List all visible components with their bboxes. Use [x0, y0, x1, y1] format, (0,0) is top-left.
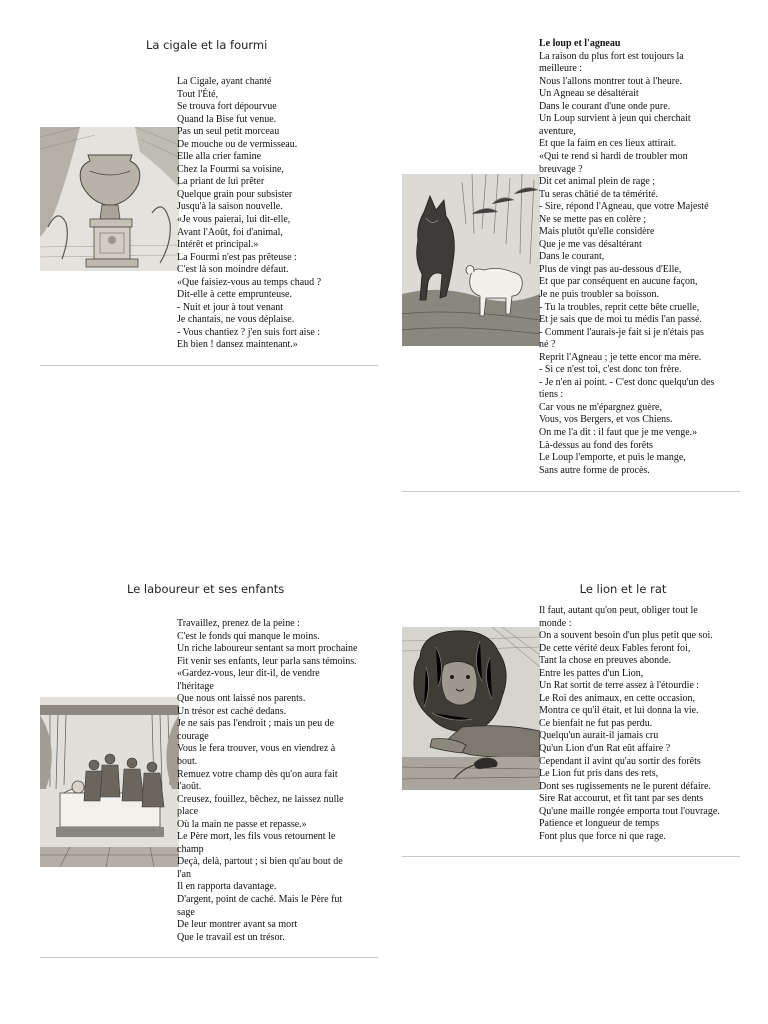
- verse-line: Sire Rat accourut, et fit tant par ses dents: [539, 793, 704, 805]
- verse-line: Le Roi des animaux, en cette occasion,: [539, 692, 696, 704]
- verse-line: «Qui te rend si hardi de troubler mon: [539, 150, 688, 162]
- verse-line: Et je sais que de moi tu médis l'an passé.: [539, 314, 702, 326]
- fable-text-cigale: [177, 76, 377, 352]
- divider: [40, 957, 378, 958]
- verse-line: Creusez, fouillez, bêchez, ne laissez nulle: [177, 793, 344, 805]
- verse-line: Il en rapporta davantage.: [177, 881, 277, 893]
- verse-line: Tout l'Été,: [177, 88, 219, 100]
- verse-line: aventure,: [539, 125, 576, 137]
- fable-title-lion: Le lion et le rat: [579, 582, 667, 596]
- verse-line: Il faut, autant qu'on peut, obliger tout le: [539, 605, 698, 616]
- fable-title-cigale: La cigale et la fourmi: [146, 38, 268, 52]
- verse-line: C'est là son moindre défaut.: [177, 264, 289, 276]
- verse-line: Entre les pattes d'un Lion,: [539, 667, 644, 679]
- verse-line: courage: [177, 730, 209, 742]
- verse-line: Où la main ne passe et repasse.»: [177, 818, 307, 830]
- verse-line: Montra ce qu'il était, et lui donna la vie.: [539, 705, 699, 717]
- verse-line: De mouche ou de vermisseau.: [177, 138, 298, 150]
- verse-line: breuvage ?: [539, 163, 583, 175]
- verse-line: Quelque grain pour subsister: [177, 188, 293, 200]
- verse-line: champ: [177, 843, 204, 855]
- deathbed-scene-engraving-icon: [40, 697, 179, 867]
- garden-urn-engraving-icon: [40, 127, 179, 271]
- verse-line: Un Rat sortit de terre assez à l'étourdie :: [539, 680, 700, 692]
- verse-line: - Comment l'aurais-je fait si je n'étais pas: [539, 326, 704, 338]
- verse-line: l'an: [177, 868, 192, 880]
- verse-line: De cette vérité deux Fables feront foi,: [539, 642, 691, 654]
- verse-line: Deçà, delà, partout ; si bien qu'au bout de: [177, 856, 343, 868]
- verse-line: Chez la Fourmi sa voisine,: [177, 163, 284, 175]
- verse-line: Avant l'Août, foi d'animal,: [177, 226, 283, 238]
- verse-line: La raison du plus fort est toujours la: [539, 50, 684, 62]
- verse-line: D'argent, point de caché. Mais le Père fut: [177, 894, 343, 906]
- verse-line: Un riche laboureur sentant sa mort prochaine: [177, 643, 358, 655]
- verse-line: monde :: [539, 617, 572, 629]
- verse-line: Tant la chose en preuves abonde.: [539, 655, 672, 667]
- fable-title-loup: Le loup et l'agneau: [539, 38, 621, 49]
- verse-line: Dans le courant d'une onde pure.: [539, 100, 671, 112]
- verse-line: Fit venir ses enfants, leur parla sans témoins.: [177, 655, 357, 667]
- verse-line: Intérêt et principal.»: [177, 239, 259, 251]
- verse-line: Que nous ont laissé nos parents.: [177, 693, 306, 705]
- verse-line: Car vous ne m'épargnez guère,: [539, 401, 662, 413]
- verse-line: Et que par conséquent en aucune façon,: [539, 276, 698, 288]
- verse-line: Je ne puis troubler sa boisson.: [539, 288, 659, 300]
- verse-line: Ne se mette pas en colère ;: [539, 213, 647, 225]
- verse-line: C'est le fonds qui manque le moins.: [177, 630, 320, 642]
- verse-line: Je chantais, ne vous déplaise.: [177, 314, 295, 326]
- verse-line: Quelqu'un aurait-il jamais cru: [539, 730, 659, 742]
- verse-line: Pas un seul petit morceau: [177, 126, 280, 138]
- verse-line: Dit-elle à cette emprunteuse.: [177, 289, 292, 301]
- verse-line: Qu'une maille rongée emporta tout l'ouvrage.: [539, 805, 720, 817]
- verse-line: Reprit l'Agneau ; je tette encor ma mère.: [539, 351, 702, 363]
- verse-line: Se trouva fort dépourvue: [177, 101, 277, 113]
- fable-text-lion: [539, 605, 749, 843]
- divider: [402, 491, 740, 492]
- verse-line: On a souvent besoin d'un plus petit que soi.: [539, 630, 713, 642]
- verse-line: Dont ses rugissements ne le purent défaire.: [539, 780, 711, 792]
- verse-line: La priant de lui prêter: [177, 176, 265, 188]
- verse-line: - Je n'en ai point. - C'est donc quelqu'un des: [539, 376, 715, 388]
- verse-line: tiens :: [539, 389, 564, 401]
- verse-line: né ?: [539, 339, 556, 351]
- verse-line: «Gardez-vous, leur dit-il, de vendre: [177, 668, 320, 680]
- verse-line: Elle alla crier famine: [177, 151, 262, 163]
- verse-line: Que je me vas désaltérant: [539, 238, 642, 250]
- verse-line: place: [177, 806, 199, 818]
- verse-line: Ce bienfait ne fut pas perdu.: [539, 717, 653, 729]
- verse-line: Font plus que force ni que rage.: [539, 830, 666, 842]
- verse-line: Sans autre forme de procès.: [539, 464, 650, 476]
- verse-line: meilleure :: [539, 63, 583, 75]
- verse-line: Quand la Bise fut venue.: [177, 113, 277, 125]
- verse-line: Je ne sais pas l'endroit ; mais un peu de: [177, 718, 335, 730]
- verse-line: Travaillez, prenez de la peine :: [177, 618, 300, 629]
- verse-line: Le Père mort, les fils vous retournent le: [177, 831, 336, 843]
- verse-line: «Je vous paierai, lui dit-elle,: [177, 214, 291, 226]
- verse-line: Là-dessus au fond des forêts: [539, 439, 653, 451]
- divider: [402, 856, 740, 857]
- verse-line: Tu seras châtié de ta témérité.: [539, 188, 659, 200]
- verse-line: Un trésor est caché dedans.: [177, 705, 287, 717]
- verse-line: - Sire, répond l'Agneau, que votre Majesté: [539, 201, 709, 213]
- verse-line: Un Loup survient à jeun qui cherchait: [539, 113, 691, 125]
- verse-line: «Que faisiez-vous au temps chaud ?: [177, 276, 322, 288]
- verse-line: Mais plutôt qu'elle considère: [539, 226, 655, 238]
- verse-line: La Cigale, ayant chanté: [177, 76, 272, 87]
- wolf-and-lamb-engraving-icon: [402, 174, 540, 346]
- verse-line: - Tu la troubles, reprit cette bête cruelle,: [539, 301, 700, 313]
- fable-text-laboureur: [177, 618, 377, 944]
- verse-line: Eh bien ! dansez maintenant.»: [177, 339, 298, 351]
- verse-line: bout.: [177, 756, 198, 768]
- verse-line: De leur montrer avant sa mort: [177, 919, 298, 931]
- verse-line: La Fourmi n'est pas prêteuse :: [177, 251, 297, 263]
- verse-line: sage: [177, 906, 195, 918]
- divider: [40, 365, 378, 366]
- verse-line: Jusqu'à la saison nouvelle.: [177, 201, 283, 213]
- verse-line: Le Loup l'emporte, et puis le mange,: [539, 452, 686, 464]
- verse-line: Que le travail est un trésor.: [177, 931, 285, 943]
- verse-line: Vous le fera trouver, vous en viendrez à: [177, 743, 336, 755]
- verse-line: Qu'un Lion d'un Rat eût affaire ?: [539, 743, 671, 755]
- verse-line: Dans le courant,: [539, 251, 605, 263]
- verse-line: - Si ce n'est toi, c'est donc ton frère.: [539, 364, 682, 376]
- verse-line: Vous, vos Bergers, et vos Chiens.: [539, 414, 673, 426]
- verse-line: - Nuit et jour à tout venant: [177, 301, 284, 313]
- verse-line: Nous l'allons montrer tout à l'heure.: [539, 75, 683, 87]
- verse-line: Et que la faim en ces lieux attirait.: [539, 138, 677, 150]
- lion-and-rat-engraving-icon: [402, 627, 540, 790]
- fable-title-laboureur: Le laboureur et ses enfants: [127, 582, 285, 596]
- verse-line: Dit cet animal plein de rage ;: [539, 176, 656, 188]
- verse-line: Plus de vingt pas au-dessous d'Elle,: [539, 263, 682, 275]
- verse-line: l'héritage: [177, 680, 214, 692]
- verse-line: Un Agneau se désaltérait: [539, 88, 639, 100]
- verse-line: l'août.: [177, 781, 202, 793]
- verse-line: Cependant il avint qu'au sortir des forêts: [539, 755, 701, 767]
- verse-line: Patience et longueur de temps: [539, 818, 659, 830]
- verse-line: - Vous chantiez ? j'en suis fort aise :: [177, 326, 321, 338]
- verse-line: On me l'a dit : il faut que je me venge.»: [539, 427, 698, 438]
- verse-line: Le Lion fut pris dans des rets,: [539, 768, 659, 780]
- fable-text-loup: [539, 38, 749, 477]
- verse-line: Remuez votre champ dès qu'on aura fait: [177, 768, 338, 780]
